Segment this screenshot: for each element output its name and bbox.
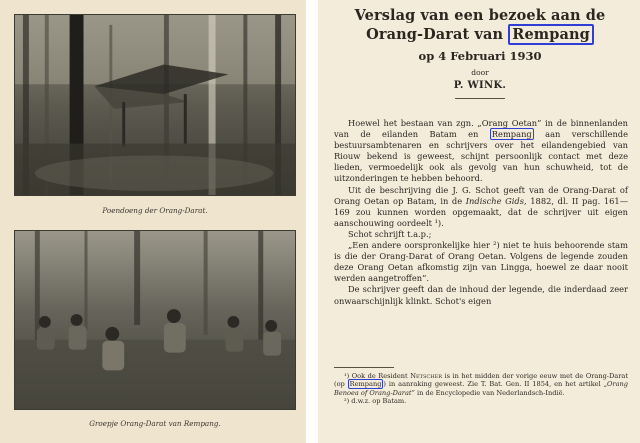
photo-top-caption: Poendoeng der Orang-Darat.: [102, 206, 208, 215]
p2-text-b: 1882, dl. II pag. 161—169 zou kunnen worden opgemaakt, dat de schrijver uit eigen aanschouwing oordeelt ¹).: [334, 195, 628, 228]
paragraph-4: „Een andere oorspronkelijke hier ²) niet te huis behoorende stam is die der Orang-Darat of Orang Oetan. Volgens de legende zouden deze Orang Oetan afkomstig zijn van Lingga, hoewel ze daar nooit werden aangetroffen”.: [334, 240, 628, 284]
group-people-photo: [15, 231, 295, 409]
fn1-italic: „Orang Benoea of Orang-Darat”: [334, 380, 628, 397]
footnote-divider: [334, 367, 394, 368]
p2-text-a: Uit de beschrijving die J. G. Schot geeft van de Orang-Darat of Orang Oetan op Batam, in de: [334, 184, 628, 206]
article-body: [334, 118, 628, 307]
byline-door: door: [471, 68, 489, 77]
title-divider: [455, 98, 505, 99]
fn1-end: in de Encyclopedie van Nederlandsch-Indië.: [417, 388, 565, 397]
photo-bottom-caption: Groepje Orang-Darat van Rempang.: [89, 419, 221, 428]
photo-group: [14, 230, 296, 410]
forest-hut-photo: [15, 15, 295, 195]
p1-text-a: Hoewel het bestaan van zgn. „Orang Oetan” in de binnenlanden van de eilanden Batam en: [334, 118, 628, 140]
fn1-after: ) in aanraking geweest. Zie T. Bat. Gen. II 1854, en het artikel: [383, 380, 601, 389]
fn1-mid: is in het midden der vorige eeuw met de Orang-Darat (op: [334, 372, 628, 389]
photo-poendoeng: [14, 14, 296, 196]
footnote-2: ²) d.w.z. op Batam.: [344, 396, 407, 405]
p1-text-b: aan verschillende bestuursambtenaren en schrijvers over het eilandengebied van Riouw bekend is geweest, schijnt persoonlijk contact met deze lieden, vermoedelijk ook als gevolg van hun schuwheid, tot de uitzonderingen te hebben behoord.: [334, 129, 629, 184]
footnote-highlight-rempang[interactable]: Rempang: [349, 380, 382, 389]
title-line-1: Verslag van een bezoek aan de: [354, 7, 606, 24]
page-gutter: [306, 0, 318, 443]
fn1-prefix: ¹) Ook de Resident: [344, 372, 408, 380]
paragraph-2: [334, 185, 628, 229]
paragraph-5: De schrijver geeft dan de inhoud der legende, die inderdaad zeer onwaarschijnlijk klinkt. Schot's eigen: [334, 284, 628, 306]
paragraph-1: [334, 118, 628, 185]
footnotes: [334, 372, 628, 405]
title-highlight-rempang[interactable]: Rempang: [508, 24, 594, 45]
paragraph-3: Schot schrijft t.a.p.;: [348, 228, 432, 239]
p2-italic: Indische Gids,: [465, 195, 527, 206]
title-line-2: [330, 25, 630, 44]
article-date: op 4 Februari 1930: [418, 49, 542, 63]
footnote-1: [334, 372, 628, 397]
body-highlight-rempang[interactable]: Rempang: [491, 129, 532, 140]
article-title: [330, 6, 630, 44]
left-page: [0, 0, 306, 443]
author-name: P. WINK.: [453, 80, 507, 91]
fn1-name: Netscher: [410, 372, 442, 380]
title-prefix: Orang-Darat van: [366, 26, 504, 43]
